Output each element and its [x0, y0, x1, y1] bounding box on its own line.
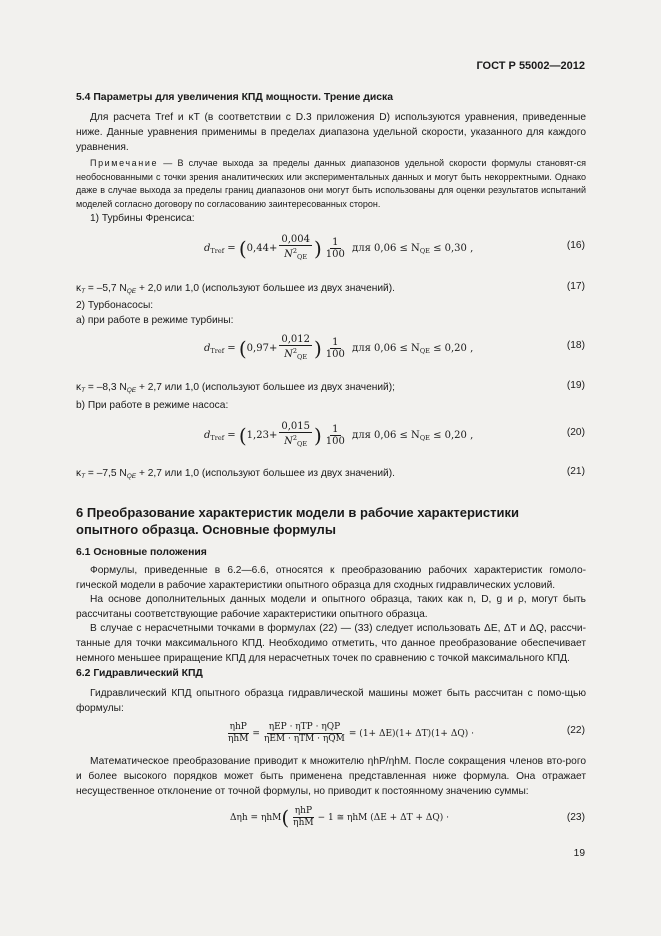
equation-19: $\kappa_T = -8,3$ $N_{QE} + 2,7$ или 1,0 (используют большее из двух значений);: [76, 382, 395, 394]
equation-18: $d_{Tref} = (0,97+$ $\frac{0,012}{N^2_{QE}}$ ) $\frac{1}{100}$ для $0,06 \le N_{QE} \le 0,20$ ,: [204, 334, 474, 361]
equation-19-number: (19): [566, 380, 585, 391]
equation-18-number: (18): [566, 340, 585, 351]
equation-17-number: (17): [566, 281, 585, 292]
item-turbine-mode: а) при работе в режиме турбины:: [76, 315, 234, 326]
item-francis: 1) Турбины Френсиса:: [90, 213, 195, 224]
section-6-1-heading: 6.1 Основные положения: [76, 547, 207, 558]
page-number: 19: [573, 848, 585, 859]
section-6-2-para2: Математическое преобразование приводит к множителю ηhP/ηhM. После сокращения членов вто-рого и более высокого порядков может быть применена представленная ниже формула. Она отражает несущественное отклонение от точной формулы, но приводит к постоянному значению суммы:: [76, 756, 586, 797]
standard-header: ГОСТ Р 55002—2012: [476, 60, 585, 72]
note-text: — В случае выхода за пределы данных диапазонов удельной скорости формулы становят-ся необоснованными с точки зрения аналитических или экспериментальных данных и могут быть некорректными. Однако даже в случае выхода за пределы границ диапазонов они могут быть использованы для оценки результатов испытаний моделей согласно договору по согласованию заинтересованных сторон.: [76, 158, 586, 209]
equation-16: $d_{Tref} = (0,44+$ $\frac{0,004}{N^2_{QE}}$ ) $\frac{1}{100}$ для $0,06 \le N_{QE} \le 0,30$ ,: [204, 234, 474, 261]
section-6-heading-line2: опытного образца. Основные формулы: [76, 522, 336, 537]
section-6-2-para1: Гидравлический КПД опытного образца гидравлической машины может быть рассчитан с помо-щью формулы:: [76, 688, 586, 714]
equation-23: Δηh = ηhM( $\frac{\text{ηhP}}{\text{ηhM}}$ − 1 ≅ ηhM (ΔE + ΔT + ΔQ) ·: [230, 805, 449, 830]
section-6-heading-line1: 6 Преобразование характеристик модели в рабочие характеристики: [76, 505, 519, 520]
section-6-1-para1: Формулы, приведенные в 6.2—6.6, относятся к преобразованию рабочих характеристик гомоло-гической модели в рабочие характеристики опытного образца для сходных гидравлических условий.: [76, 565, 586, 591]
equation-20: $d_{Tref} = (1,23+$ $\frac{0,015}{N^2_{QE}}$ ) $\frac{1}{100}$ для $0,06 \le N_{QE} \le 0,20$ ,: [204, 421, 474, 448]
equation-20-number: (20): [566, 427, 585, 438]
item-pump-turbines: 2) Турбонасосы:: [76, 300, 154, 311]
equation-22: $\frac{\text{ηhP}}{\text{ηhM}}$ = $\frac{\text{ηEP · ηTP · ηQP}}{\text{ηEM · ηTM · ηQM}}$ = (1+ ΔE)(1+ ΔT)(1+ ΔQ) ·: [228, 722, 474, 744]
section-6-2-heading: 6.2 Гидравлический КПД: [76, 668, 203, 679]
equation-23-number: (23): [566, 812, 585, 823]
equation-21-number: (21): [566, 466, 585, 477]
section-5-4-heading: 5.4 Параметры для увеличения КПД мощности. Трение диска: [76, 92, 394, 103]
section-6-1-para3: В случае с нерасчетными точками в формулах (22) — (33) следует использовать ΔE, ΔT и ΔQ, рассчи-танные для точки максимального КПД. Необходимо отметить, что данное преобразование обеспечивает немного меньшее приращение КПД для нерасчетных точек по сравнению с точкой максимального КПД.: [76, 623, 586, 664]
note-block: [76, 157, 586, 211]
section-5-4-intro: Для расчета Tref и κT (в соответствии с D.3 приложения D) используются уравнения, приведенные ниже. Данные уравнения применимы в пределах диапазона удельной скорости, указанного для каждого уравнения.: [76, 112, 586, 153]
equation-21: $\kappa_T = -7,5$ $N_{QE} + 2,7$ или 1,0 (используют большее из двух значений).: [76, 468, 395, 480]
equation-16-number: (16): [566, 240, 585, 251]
section-6-1-para2: На основе дополнительных данных модели и опытного образца, таких как n, D, g и ρ, могут быть рассчитаны соответствующие рабочие характеристики опытного образца.: [76, 594, 586, 620]
note-label: Примечание: [90, 158, 159, 168]
equation-17: $\kappa_T = -5,7$ $N_{QE} + 2,0$ или 1,0 (используют большее из двух значений).: [76, 283, 395, 295]
item-pump-mode: b) При работе в режиме насоса:: [76, 400, 229, 411]
equation-22-number: (22): [566, 725, 585, 736]
